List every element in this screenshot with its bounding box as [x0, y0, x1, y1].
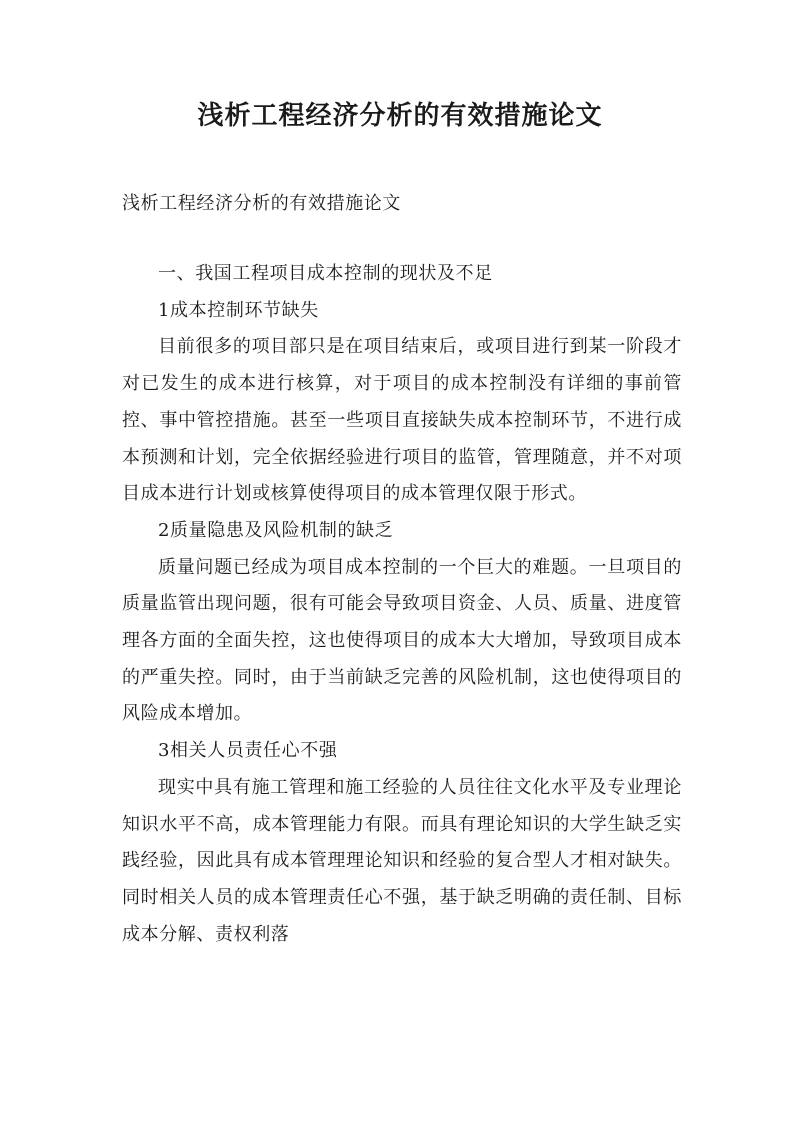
document-title: 浅析工程经济分析的有效措施论文 [197, 101, 603, 131]
section-heading: 一、我国工程项目成本控制的现状及不足 [158, 263, 493, 284]
body-paragraph: 现实中具有施工管理和施工经验的人员往往文化水平及专业理论知识水平不高，成本管理能力有限。而具有理论知识的大学生缺乏实践经验，因此具有成本管理理论知识和经验的复合型人才相对缺失。同时相关人员的成本管理责任心不强，基于缺乏明确的责任制、目标成本分解、责权利落 [122, 776, 682, 945]
subsection-heading: 2质量隐患及风险机制的缺乏 [158, 519, 394, 541]
document-subtitle: 浅析工程经济分析的有效措施论文 [122, 193, 401, 214]
body-paragraph: 质量问题已经成为项目成本控制的一个巨大的难题。一旦项目的质量监管出现问题，很有可能会导致项目资金、人员、质量、进度管理各方面的全面失控，这也使得项目的成本大大增加，导致项目成本的严重失控。同时，由于当前缺乏完善的风险机制，这也使得项目的风险成本增加。 [122, 556, 682, 725]
subsection-heading: 1成本控制环节缺失 [158, 299, 319, 321]
subsection-heading: 3相关人员责任心不强 [158, 740, 338, 762]
body-paragraph: 目前很多的项目部只是在项目结束后，或项目进行到某一阶段才对已发生的成本进行核算，对于项目的成本控制没有详细的事前管控、事中管控措施。甚至一些项目直接缺失成本控制环节，不进行成本预测和计划，完全依据经验进行项目的监管，管理随意，并不对项目成本进行计划或核算使得项目的成本管理仅限于形式。 [122, 336, 682, 505]
document-body [122, 256, 682, 953]
